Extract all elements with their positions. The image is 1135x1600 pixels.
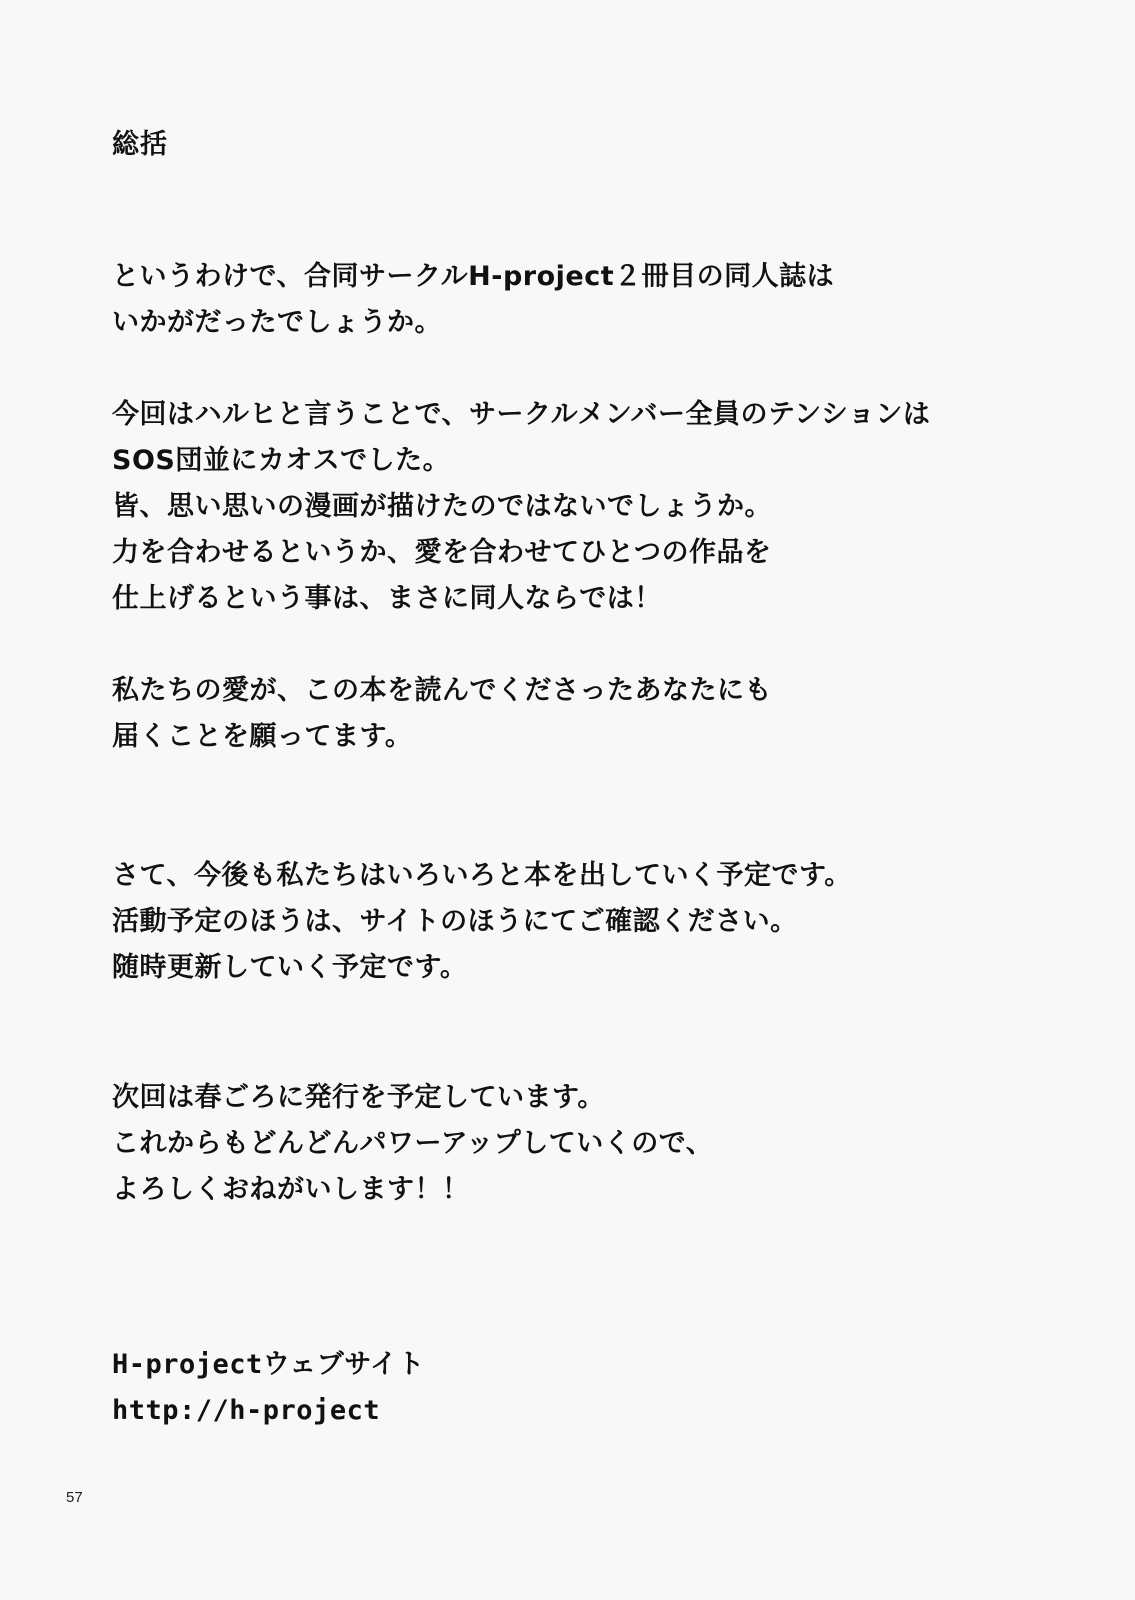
text-line: というわけで、合同サークルH-project２冊目の同人誌は	[112, 261, 835, 292]
page-heading: 総括	[112, 129, 168, 160]
text-line: 随時更新していく予定です。	[112, 952, 468, 983]
website-url[interactable]: http://h-project	[112, 1395, 381, 1426]
text-line: これからもどんどんパワーアップしていくので、	[112, 1128, 714, 1159]
page-number: 57	[66, 1489, 83, 1506]
website-info	[112, 1342, 425, 1434]
text-line: 今回はハルヒと言うことで、サークルメンバー全員のテンションは	[112, 399, 931, 430]
text-line: 力を合わせるというか、愛を合わせてひとつの作品を	[112, 537, 772, 568]
text-line: いかがだったでしょうか。	[112, 307, 442, 338]
text-line: SOS団並にカオスでした。	[112, 445, 451, 476]
text-line: よろしくおねがいします！！	[112, 1174, 470, 1205]
website-title: H-projectウェブサイト	[112, 1349, 425, 1380]
text-line: 皆、思い思いの漫画が描けたのではないでしょうか。	[112, 491, 772, 522]
paragraph-intro	[112, 254, 834, 346]
paragraph-love	[112, 668, 772, 760]
text-line: さて、今後も私たちはいろいろと本を出していく予定です。	[112, 860, 852, 891]
text-line: 届くことを願ってます。	[112, 721, 413, 752]
text-line: 仕上げるという事は、まさに同人ならでは！	[112, 583, 662, 614]
paragraph-next	[112, 1075, 713, 1213]
text-line: 私たちの愛が、この本を読んでくださったあなたにも	[112, 675, 772, 706]
paragraph-members	[112, 392, 930, 622]
paragraph-plans	[112, 853, 852, 991]
text-line: 活動予定のほうは、サイトのほうにてご確認ください。	[112, 906, 798, 937]
text-line: 次回は春ごろに発行を予定しています。	[112, 1082, 605, 1113]
